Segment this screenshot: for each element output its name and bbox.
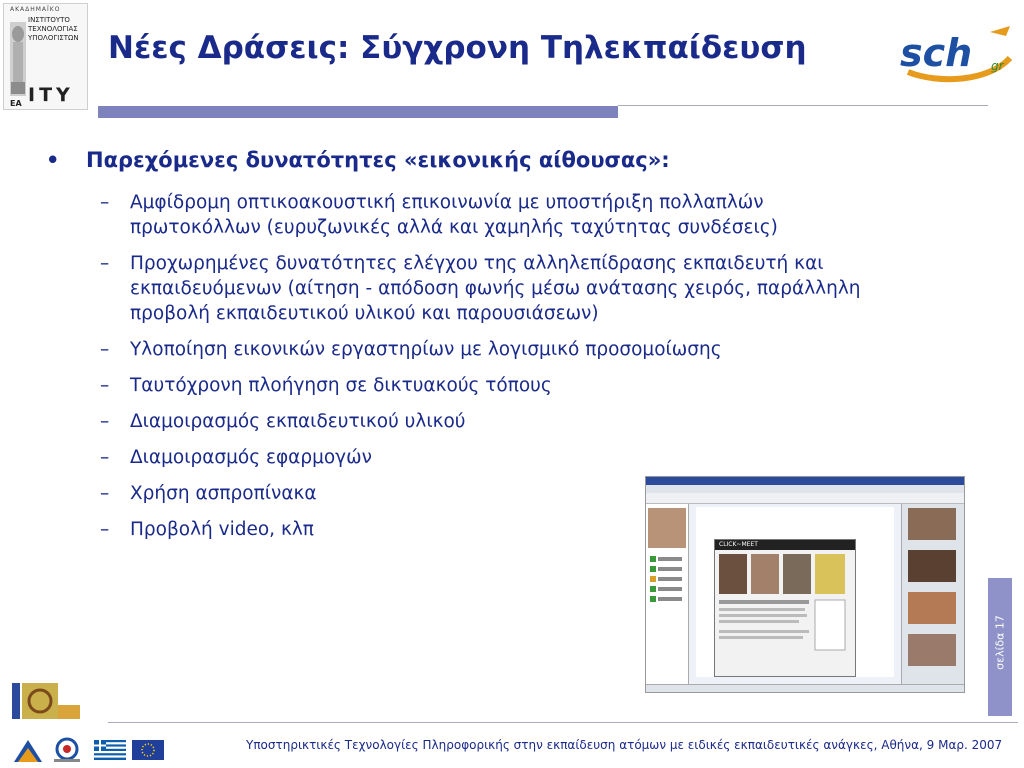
list-item [100,373,880,398]
video-participants-panel [901,504,964,684]
participant-video [908,508,956,540]
ministry-logo [12,738,44,764]
list-item [100,409,880,434]
list-item-text: Υλοποίηση εικονικών εργαστηρίων με λογισμικό προσομοίωσης [130,339,722,360]
participants-panel [646,504,689,684]
list-item [100,337,880,362]
program-logo [12,683,82,721]
ity-logo [3,3,88,110]
dash-marker: – [100,339,110,360]
participant-video [908,592,956,624]
section-heading: Παρεχόμενες δυνατότητες «εικονικής αίθουσας»: [86,148,670,172]
app-statusbar [646,684,964,692]
list-item-text: Προβολή video, κλπ [130,519,314,540]
app-toolbar [646,493,964,504]
greek-flag-icon [94,740,126,760]
dash-marker: – [100,447,110,468]
participant-video [908,550,956,582]
sch-logo [898,22,1018,92]
shared-web-page-area [696,507,894,677]
footer-text: Υποστηρικτικές Τεχνολογίες Πληροφορικής στην εκπαίδευση ατόμων με ειδικές εκπαιδευτικές ανάγκες, Αθήνα, 9 Μαρ. 2007 [246,738,1003,752]
dash-marker: – [100,519,110,540]
list-item-text: Χρήση ασπροπίνακα [130,483,317,504]
list-item-text: Προχωρημένες δυνατότητες ελέγχου της αλληλεπίδρασης εκπαιδευτή και εκπαιδευόμενων (αίτηση - απόδοση φωνής μέσω ανάτασης χειρός, παράλληλη προβολή εκπαιδευτικού υλικού και παρουσιάσεων) [130,253,861,324]
shared-page-header [715,540,855,550]
ity-org-line-3: ΥΠΟΛΟΓΙΣΤΩΝ [28,34,79,42]
presenter-video [648,508,686,548]
page-number: σελίδα 17 [993,615,1007,670]
ity-logo-org [28,16,84,43]
ity-logo-ea: ΕΑ [10,99,22,108]
shared-page-content [719,554,849,670]
dash-marker: – [100,192,110,213]
list-item [100,190,880,240]
list-item-text: Αμφίδρομη οπτικοακουστική επικοινωνία με υποστήριξη πολλαπλών πρωτοκόλλων (ευρυζωνικές αλλά και χαμηλής ταχύτητας συνδέσεις) [130,192,778,238]
sch-logo-suffix: gr [991,59,1004,73]
ity-org-line-1: ΙΝΣΤΙΤΟΥΤΟ [28,16,70,24]
dash-marker: – [100,253,110,274]
at-logo [52,737,82,763]
shared-page-title: CLICK~MEET [719,541,758,548]
statue-icon [8,20,28,98]
list-item [100,445,880,470]
dash-marker: – [100,375,110,396]
sch-logo-text: sch [900,31,973,75]
page-number-tab [988,578,1012,716]
eu-flag-icon [132,740,164,760]
title-accent-bar [98,106,618,118]
dash-marker: – [100,411,110,432]
participant-video [908,634,956,666]
title-divider-line [618,105,988,106]
slide-title: Νέες Δράσεις: Σύγχρονη Τηλεκπαίδευση [108,30,807,66]
list-item [100,251,880,326]
app-titlebar [646,477,964,485]
heading-bullet: • [46,148,60,172]
footer-divider-line [108,722,1018,723]
ity-org-line-2: ΤΕΧΝΟΛΟΓΙΑΣ [28,25,78,33]
list-item-text: Διαμοιρασμός εκπαιδευτικού υλικού [130,411,466,432]
virtual-classroom-screenshot [645,476,965,693]
shared-web-page [714,539,856,677]
ity-logo-abbr: ΙΤΥ [28,84,74,106]
list-item-text: Διαμοιρασμός εφαρμογών [130,447,372,468]
ity-logo-academy: ΑΚΑΔΗΜΑΪΚΟ [10,6,61,13]
list-item-text: Ταυτόχρονη πλοήγηση σε δικτυακούς τόπους [130,375,552,396]
dash-marker: – [100,483,110,504]
participant-list-icons [650,556,684,616]
